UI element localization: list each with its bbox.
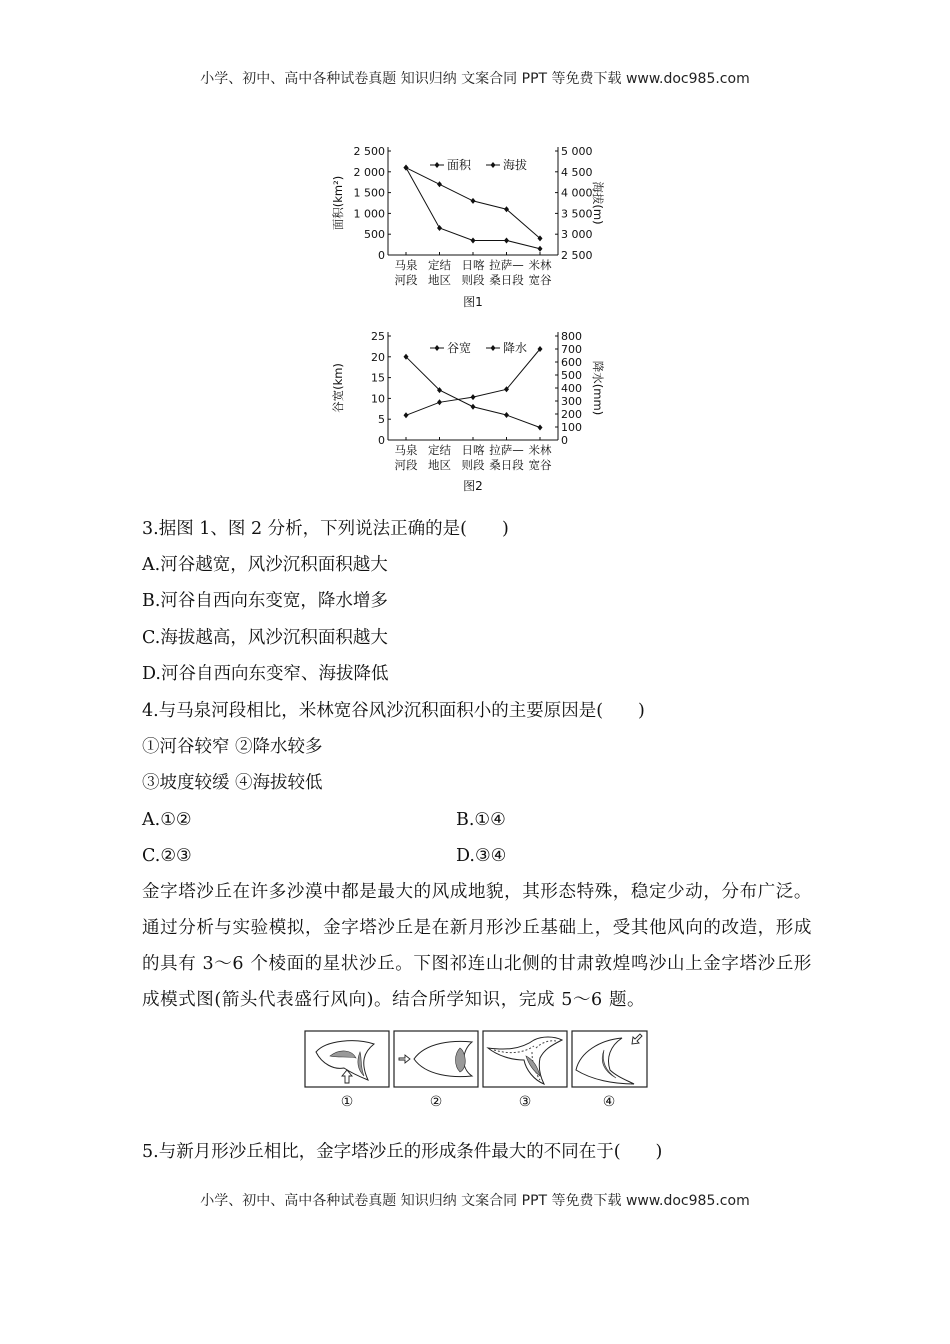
question-3-option-c: C.海拔越高，风沙沉积面积越大: [142, 628, 388, 648]
question-5-stem: 5.与新月形沙丘相比，金字塔沙丘的形成条件最大的不同在于( ): [142, 1142, 663, 1162]
legend-marker: [491, 345, 496, 351]
data-point-面积: [437, 225, 442, 231]
question-3-option-d: D.河谷自西向东变窄、海拔降低: [142, 664, 389, 684]
right-tick-label: 0: [561, 434, 568, 447]
data-point-面积: [471, 237, 476, 243]
figure-label-1: ①: [340, 1094, 354, 1110]
right-tick-label: 4 500: [561, 165, 593, 179]
right-tick-label: 3 500: [561, 207, 593, 221]
data-point-谷宽: [471, 404, 476, 410]
data-point-海拔: [404, 165, 409, 171]
right-tick-label: 700: [561, 343, 582, 356]
right-tick-label: 300: [561, 395, 582, 408]
figure-title: 图1: [463, 295, 483, 309]
passage-pyramid-dune: 金字塔沙丘在许多沙漠中都是最大的风成地貌，其形态特殊，稳定少动，分布广泛。通过分析与实验模拟，金字塔沙丘是在新月形沙丘基础上，受其他风向的改造，形成的具有 3～6 个棱面的星状沙丘。下图祁连山北侧的甘肃敦煌鸣沙山上金字塔沙丘形成模式图(箭头代表盛行风向)。结合所学知识，完成 5～6 题。: [142, 882, 812, 1010]
right-tick-label: 200: [561, 408, 582, 421]
right-tick-label: 500: [561, 369, 582, 382]
data-point-面积: [504, 237, 509, 243]
category-label: 河段: [394, 273, 418, 287]
question-4-items-2: ③坡度较缓 ④海拔较低: [142, 773, 323, 793]
category-label: 则段: [461, 273, 485, 287]
wind-arrow-icon: [632, 1034, 642, 1044]
category-label: 定结: [428, 258, 451, 272]
figure-label-4: ④: [602, 1094, 616, 1110]
legend-marker: [435, 345, 440, 351]
category-label: 米林: [528, 258, 552, 272]
left-tick-label: 15: [371, 371, 385, 385]
question-4-option-c: C.②③: [142, 846, 192, 866]
left-axis-title: 面积(km²): [331, 175, 345, 231]
data-point-降水: [404, 412, 409, 418]
question-3-option-a: A.河谷越宽，风沙沉积面积越大: [142, 555, 388, 575]
right-tick-label: 100: [561, 421, 582, 434]
figure-title: 图2: [463, 479, 483, 493]
category-label: 则段: [461, 458, 485, 472]
question-3-stem: 3.据图 1、图 2 分析，下列说法正确的是( ): [142, 519, 509, 539]
page-footer: 小学、初中、高中各种试卷真题 知识归纳 文案合同 PPT 等免费下载 www.doc985.com: [200, 1193, 750, 1209]
category-label: 马泉: [394, 258, 418, 272]
dune-panel-2: [394, 1031, 478, 1087]
right-tick-label: 2 500: [561, 249, 593, 262]
series-line-谷宽: [406, 357, 540, 428]
right-axis-title: 降水(mm): [591, 360, 605, 416]
right-tick-label: 800: [561, 330, 582, 343]
right-tick-label: 600: [561, 356, 582, 369]
question-4-option-d: D.③④: [456, 846, 507, 866]
legend-marker: [435, 162, 440, 168]
left-tick-label: 20: [371, 350, 385, 364]
left-tick-label: 0: [378, 434, 385, 447]
legend-marker: [491, 162, 496, 168]
category-label: 桑日段: [489, 458, 524, 472]
category-label: 拉萨—: [489, 443, 524, 457]
left-axis-title: 谷宽(km): [331, 363, 345, 413]
legend-label: 谷宽: [447, 341, 472, 355]
legend-label: 海拔: [503, 158, 528, 172]
right-tick-label: 3 000: [561, 228, 593, 242]
chart-figure-2: [330, 325, 605, 500]
legend-label: 降水: [503, 341, 528, 355]
dune-panel-1: [305, 1031, 389, 1087]
left-tick-label: 5: [378, 413, 385, 427]
left-tick-label: 0: [378, 249, 385, 262]
data-point-面积: [538, 246, 543, 252]
category-label: 定结: [428, 443, 451, 457]
legend-label: 面积: [447, 158, 472, 172]
question-3-option-b: B.河谷自西向东变宽，降水增多: [142, 591, 388, 611]
right-tick-label: 400: [561, 382, 582, 395]
category-label: 地区: [428, 273, 451, 287]
question-4-items-1: ①河谷较窄 ②降水较多: [142, 737, 323, 757]
data-point-降水: [471, 394, 476, 400]
category-label: 地区: [428, 458, 451, 472]
category-label: 马泉: [394, 443, 418, 457]
category-label: 桑日段: [489, 273, 524, 287]
right-axis-title: 海拔(m): [591, 181, 605, 225]
category-label: 日喀: [461, 443, 485, 457]
right-tick-label: 4 000: [561, 186, 593, 200]
category-label: 河段: [394, 458, 418, 472]
data-point-谷宽: [538, 425, 543, 431]
left-tick-label: 2 500: [353, 145, 385, 158]
left-tick-label: 25: [371, 330, 385, 343]
category-label: 宽谷: [528, 273, 552, 287]
data-point-降水: [437, 399, 442, 405]
dune-panel-4: [572, 1031, 647, 1087]
question-4-option-a: A.①②: [142, 810, 192, 830]
left-tick-label: 1 500: [353, 186, 385, 200]
data-point-海拔: [437, 181, 442, 187]
category-label: 拉萨—: [489, 258, 524, 272]
right-tick-label: 5 000: [561, 145, 593, 158]
data-point-谷宽: [504, 412, 509, 418]
left-tick-label: 2 000: [353, 165, 385, 179]
left-tick-label: 500: [364, 228, 385, 242]
dune-panel-3: [483, 1031, 567, 1087]
left-tick-label: 10: [371, 392, 385, 406]
figure-label-2: ②: [429, 1094, 443, 1110]
page-header: 小学、初中、高中各种试卷真题 知识归纳 文案合同 PPT 等免费下载 www.doc985.com: [200, 71, 750, 87]
question-4-option-b: B.①④: [456, 810, 506, 830]
left-tick-label: 1 000: [353, 207, 385, 221]
dune-formation-figure: [304, 1030, 649, 1112]
series-line-面积: [406, 168, 540, 249]
chart-figure-1: [330, 138, 605, 318]
data-point-海拔: [471, 198, 476, 204]
category-label: 日喀: [461, 258, 485, 272]
figure-label-3: ③: [518, 1094, 532, 1110]
category-label: 宽谷: [528, 458, 552, 472]
wind-arrow-icon: [399, 1055, 410, 1063]
category-label: 米林: [528, 443, 552, 457]
question-4-stem: 4.与马泉河段相比，米林宽谷风沙沉积面积小的主要原因是( ): [142, 701, 645, 721]
